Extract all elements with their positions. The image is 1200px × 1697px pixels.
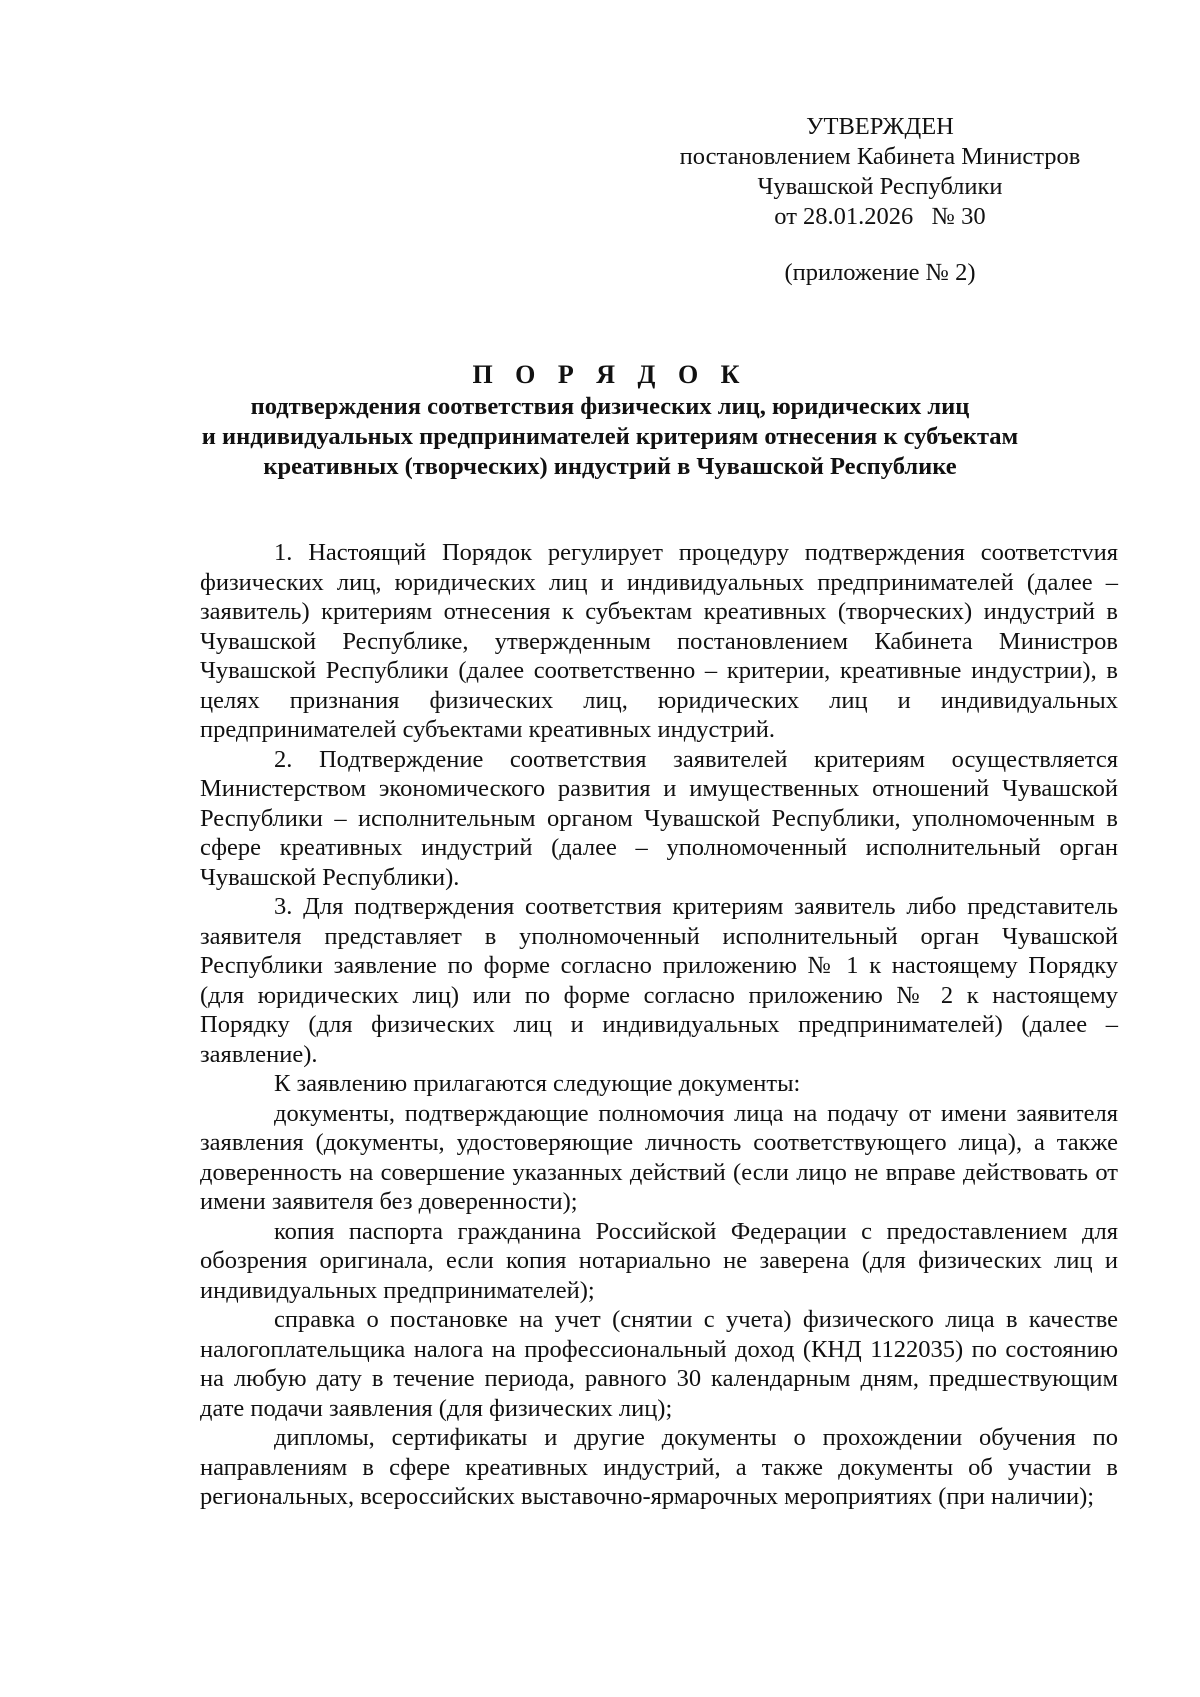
attachments-intro: К заявлению прилагаются следующие документы: (274, 1070, 801, 1097)
attachment-item-passport-copy: копия паспорта гражданина Российской Федерации с предоставлением для обозрения оригинала, если копия нотариально не заверена (для физических лиц и индивидуальных предпринимателей); (200, 1217, 1118, 1304)
attachment-item-authority-docs: документы, подтверждающие полномочия лица на подачу от имени заявителя заявления (документы, удостоверяющие личность соответствующего лица), а также доверенность на совершение указанных действий (если лицо не вправе действовать от имени заявителя без доверенности); (200, 1099, 1118, 1215)
appendix-label: (приложение № 2) (784, 259, 976, 286)
paragraph-2: 2. Подтверждение соответствия заявителей критериям осуществляется Министерством экономического развития и имущественных отношений Чувашской Республики – исполнительным органом Чувашской Республики, уполномоченным в сфере креативных индустрий (далее – уполномоченный исполнительный орган Чувашской Республики). (200, 745, 1118, 891)
paragraph-3: 3. Для подтверждения соответствия критериям заявитель либо представитель заявителя представляет в уполномоченный исполнительный орган Чувашской Республики заявление по форме согласно приложению № 1 к настоящему Порядку (для юридических лиц) или по форме согласно приложению № 2 к настоящему Порядку (для физических лиц и индивидуальных предпринимателей) (далее – заявление). (200, 893, 1118, 1068)
paragraph-1: 1. Настоящий Порядок регулирует процедуру подтверждения соответстvия физических лиц, юридических лиц и индивидуальных предпринимателей (далее – заявитель) критериям отнесения к субъектам креативных (творческих) индустрий в Чувашской Республике, утвержденным постановлением Кабинета Министров Чувашской Республики (далее соответственно – критерии, креативные индустрии), в целях признания физических лиц, юридических лиц и индивидуальных предпринимателей субъектами креативных индустрий. (200, 539, 1118, 743)
approval-heading: УТВЕРЖДЕН (806, 113, 954, 140)
document-body (200, 538, 1118, 1512)
attachment-item-tax-certificate: справка о постановке на учет (снятии с учета) физического лица в качестве налогоплательщика налога на профессиональный доход (КНД 1122035) по состоянию на любую дату в течение периода, равного 30 календарным дням, предшествующим дате подачи заявления (для физических лиц); (200, 1306, 1118, 1422)
approval-issuer: постановлением Кабинета Министров (679, 143, 1081, 170)
title-subtitle-line-2: и индивидуальных предпринимателей критериям отнесения к субъектам (201, 423, 1019, 450)
attachment-item-diplomas: дипломы, сертификаты и другие документы о прохождении обучения по направлениям в сфере креативных индустрий, а также документы об участии в региональных, всероссийских выставочно-ярмарочных мероприятиях (при наличии); (200, 1424, 1118, 1510)
title-subtitle-line-1: подтверждения соответствия физических лиц, юридических лиц (250, 393, 970, 420)
title-subtitle-line-3: креативных (творческих) индустрий в Чувашской Республике (263, 453, 957, 480)
approval-date-number: от 28.01.2026 № 30 (774, 203, 986, 230)
title-main: П О Р Я Д О К (472, 360, 748, 389)
approval-stamp-block (640, 112, 1120, 288)
document-title (160, 358, 1060, 482)
approval-region: Чувашской Республики (757, 173, 1003, 200)
